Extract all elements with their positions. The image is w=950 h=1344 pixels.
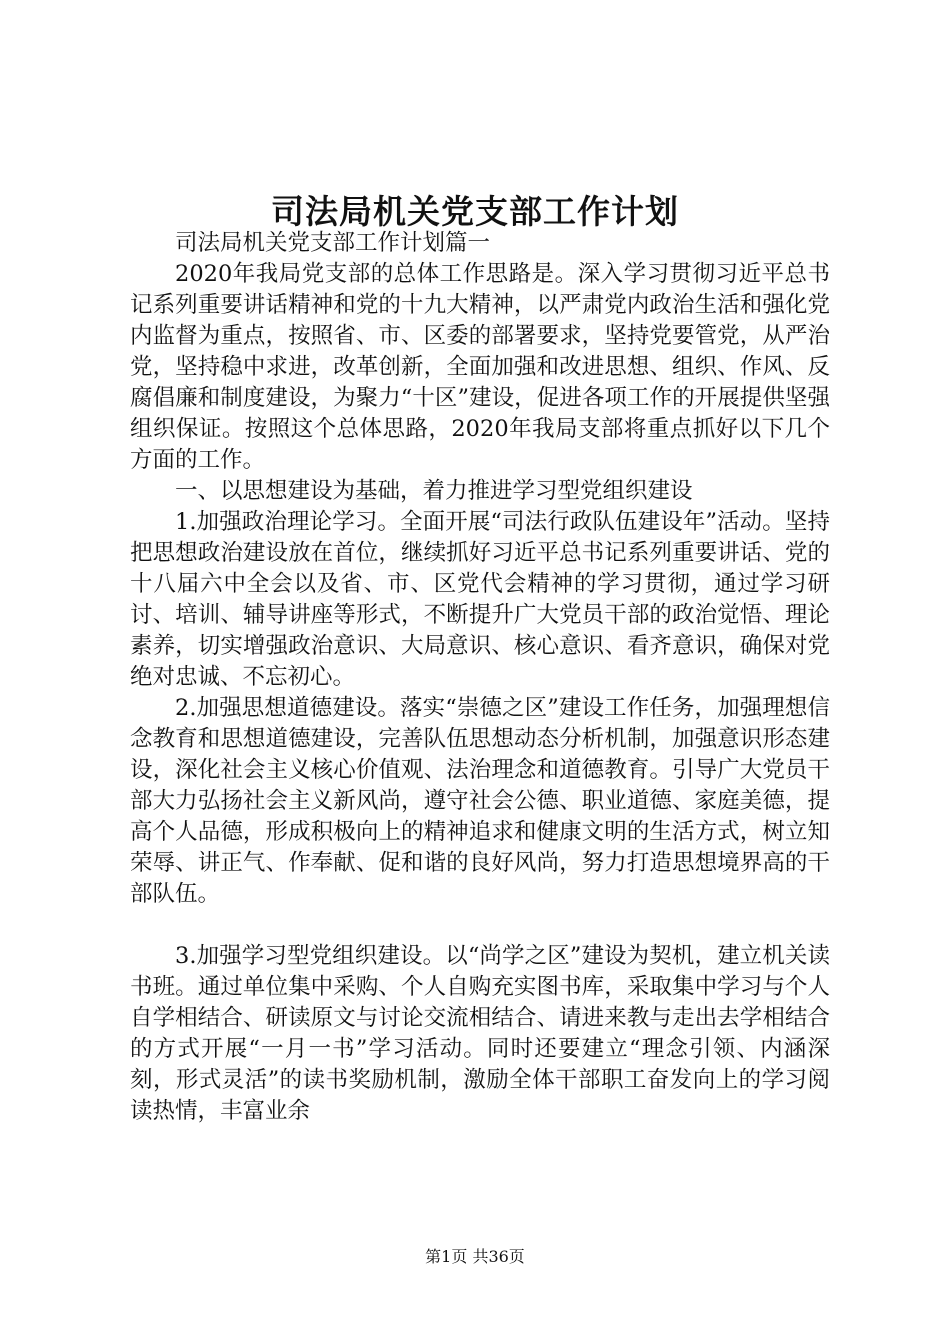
paragraph-spacer xyxy=(130,910,830,941)
paragraph-item-2: 2.加强思想道德建设。落实“崇德之区”建设工作任务，加强理想信念教育和思想道德建设，完善队伍思想动态分析机制，加强意识形态建设，深化社会主义核心价值观、法治理念和道德教育。引导广大党员干部大力弘扬社会主义新风尚，遵守社会公德、职业道德、家庭美德，提高个人品德，形成积极向上的精神追求和健康文明的生活方式，树立知荣辱、讲正气、作奉献、促和谐的良好风尚，努力打造思想境界高的干部队伍。 xyxy=(130,695,830,907)
page-number: 第1页 共36页 xyxy=(425,1247,525,1266)
section-heading-part-one: 司法局机关党支部工作计划篇一 xyxy=(175,230,491,256)
paragraph-item-1: 1.加强政治理论学习。全面开展“司法行政队伍建设年”活动。坚持把思想政治建设放在首位，继续抓好习近平总书记系列重要讲话、党的十八届六中全会以及省、市、区党代会精神的学习贯彻，通过学习研讨、培训、辅导讲座等形式，不断提升广大党员干部的政治觉悟、理论素养，切实增强政治意识、大局意识、核心意识、看齐意识，确保对党绝对忠诚、不忘初心。 xyxy=(130,509,830,690)
document-body xyxy=(130,228,830,1127)
paragraph-overview: 2020年我局党支部的总体工作思路是。深入学习贯彻习近平总书记系列重要讲话精神和党的十九大精神，以严肃党内政治生活和强化党内监督为重点，按照省、市、区委的部署要求，坚持党要管党，从严治党，坚持稳中求进，改革创新，全面加强和改进思想、组织、作风、反腐倡廉和制度建设，为聚力“十区”建设，促进各项工作的开展提供坚强组织保证。按照这个总体思路，2020年我局支部将重点抓好以下几个方面的工作。 xyxy=(130,261,830,473)
document-title: 司法局机关党支部工作计划 xyxy=(271,192,679,231)
section-heading-one: 一、以思想建设为基础，着力推进学习型党组织建设 xyxy=(175,478,693,504)
paragraph-item-3: 3.加强学习型党组织建设。以“尚学之区”建设为契机，建立机关读书班。通过单位集中采购、个人自购充实图书库，采取集中学习与个人自学相结合、研读原文与讨论交流相结合、请进来教与走出去学相结合的方式开展“一月一书”学习活动。同时还要建立“理念引领、内涵深刻，形式灵活”的读书奖励机制，激励全体干部职工奋发向上的学习阅读热情，丰富业余 xyxy=(130,943,830,1124)
